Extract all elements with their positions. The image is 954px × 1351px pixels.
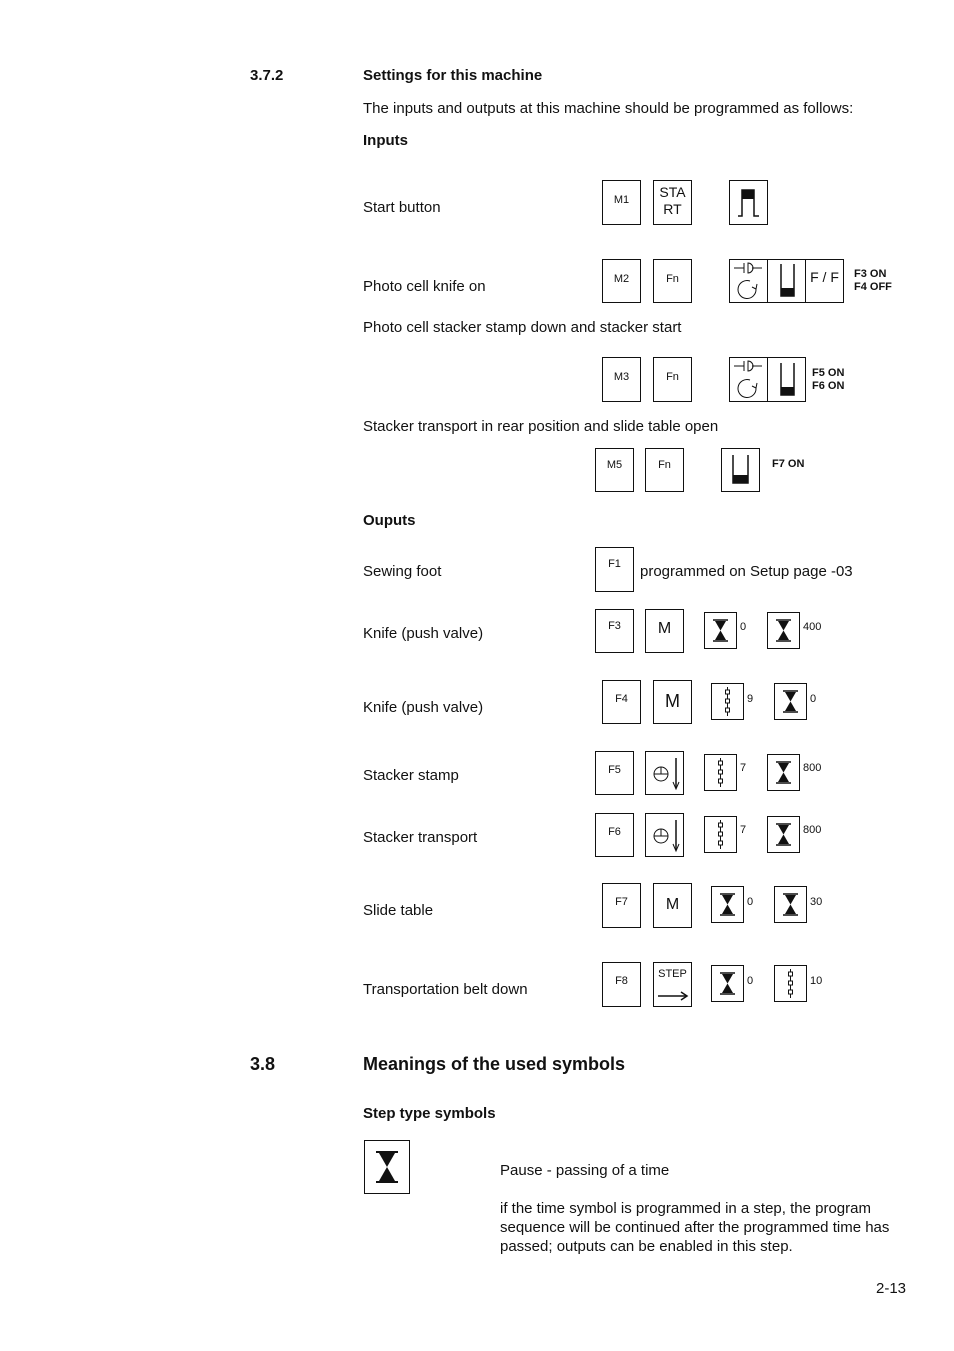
hourglass-icon: [767, 816, 800, 853]
f6-value1: 7: [740, 824, 747, 836]
stitch-count-icon: [774, 965, 807, 1002]
m1-box: [602, 180, 641, 225]
fn-text: Fn: [666, 273, 679, 285]
hourglass-icon: [774, 886, 807, 923]
f8-box: [602, 962, 641, 1007]
f3-box: [595, 609, 634, 653]
f8-value2: 10: [810, 975, 823, 987]
f4-text: F4: [615, 693, 628, 705]
f1-text: F1: [608, 558, 621, 570]
hourglass-icon: [774, 683, 807, 720]
pause-description: if the time symbol is programmed in a step, the program sequence will be continued after the programmed time has passed; outputs can be enabled in this step.: [500, 1200, 890, 1255]
belt-down-label: Transportation belt down: [363, 981, 528, 998]
m5-text: M5: [606, 459, 623, 471]
f5-text: F5: [608, 764, 621, 776]
stitch-count-icon: [704, 754, 737, 791]
section-title: Meanings of the used symbols: [363, 1054, 626, 1074]
fn-box: [645, 448, 684, 492]
f6-value2: 800: [803, 824, 822, 836]
start-button-label: Start button: [363, 199, 441, 216]
m2-box: [602, 259, 641, 303]
pulse-signal-icon: [729, 180, 768, 225]
m5-box: [595, 448, 634, 492]
slide-table-label: Slide table: [363, 902, 434, 919]
fn-text: Fn: [666, 371, 679, 383]
f8-value1: 0: [747, 975, 754, 987]
photo-knife-label: Photo cell knife on: [363, 278, 486, 295]
f3-on-note: F3 ON: [854, 268, 887, 280]
f5-value1: 7: [740, 762, 747, 774]
stacker-stamp-label: Stacker stamp: [363, 767, 459, 784]
f8-text: F8: [615, 975, 628, 987]
f6-on-note: F6 ON: [812, 380, 845, 392]
step-text: STEP: [658, 968, 687, 980]
m2-text: M2: [613, 273, 630, 285]
hourglass-icon: [711, 965, 744, 1002]
f3-value1: 0: [740, 621, 747, 633]
f3-text: F3: [608, 620, 621, 632]
f6-text: F6: [608, 826, 621, 838]
f6-box: [595, 813, 634, 857]
f4-value1: 9: [747, 693, 754, 705]
step-box: [653, 962, 692, 1007]
f7-box: [602, 883, 641, 928]
section-number: 3.8: [250, 1054, 276, 1074]
f7-value2: 30: [810, 896, 823, 908]
f7-on-note: F7 ON: [772, 458, 805, 470]
knife-f3-label: Knife (push valve): [363, 625, 484, 642]
intro-text: The inputs and outputs at this machine should be programmed as follows:: [363, 100, 854, 117]
stack-level-icon: [767, 259, 806, 303]
outputs-heading: Ouputs: [363, 512, 416, 529]
ff-text: F / F: [810, 269, 839, 285]
sewing-foot-label: Sewing foot: [363, 563, 442, 580]
f3-value2: 400: [803, 621, 822, 633]
arrow-right-icon: [654, 989, 691, 1003]
stacker-transport-label: Stacker transport: [363, 829, 478, 846]
f4-off-note: F4 OFF: [854, 281, 892, 293]
start-text-line2: RT: [663, 201, 682, 217]
knife-f4-label: Knife (push valve): [363, 699, 484, 716]
page-number: 2-13: [876, 1280, 907, 1297]
hourglass-icon: [364, 1140, 410, 1194]
f1-box: [595, 547, 634, 592]
ff-box: [805, 259, 844, 303]
start-text-line1: STA: [659, 184, 686, 200]
f7-text: F7: [615, 896, 628, 908]
f4-value2: 0: [810, 693, 817, 705]
f7-value1: 0: [747, 896, 754, 908]
sewing-foot-note: programmed on Setup page -03: [640, 563, 853, 580]
hourglass-icon: [767, 754, 800, 791]
start-box: [653, 180, 692, 225]
stitch-count-icon: [711, 683, 744, 720]
hourglass-icon: [704, 612, 737, 649]
manual-box: [653, 680, 692, 724]
f5-on-note: F5 ON: [812, 367, 845, 379]
hourglass-icon: [711, 886, 744, 923]
f5-value2: 800: [803, 762, 822, 774]
cylinder-down-icon: [645, 751, 684, 795]
photocell-icon: [729, 357, 768, 402]
inputs-heading: Inputs: [363, 132, 408, 149]
fn-text: Fn: [658, 459, 671, 471]
stacker-rear-label: Stacker transport in rear position and slide table open: [363, 418, 719, 435]
pause-title: Pause - passing of a time: [500, 1162, 670, 1179]
stack-level-icon: [721, 448, 760, 492]
manual-box: [645, 609, 684, 653]
photocell-icon: [729, 259, 768, 303]
step-type-heading: Step type symbols: [363, 1105, 496, 1122]
cylinder-down-icon: [645, 813, 684, 857]
f5-box: [595, 751, 634, 795]
m-text: M: [657, 620, 672, 637]
manual-box: [653, 883, 692, 928]
section-title: Settings for this machine: [363, 67, 543, 84]
m3-box: [602, 357, 641, 402]
photo-stacker-label: Photo cell stacker stamp down and stacker start: [363, 319, 682, 336]
fn-box: [653, 357, 692, 402]
fn-box: [653, 259, 692, 303]
stack-level-icon: [767, 357, 806, 402]
stitch-count-icon: [704, 816, 737, 853]
f4-box: [602, 680, 641, 724]
hourglass-icon: [767, 612, 800, 649]
section-number: 3.7.2: [250, 67, 284, 84]
m-text: M: [665, 691, 680, 711]
m1-text: M1: [613, 194, 630, 206]
m-text: M: [665, 896, 680, 913]
m3-text: M3: [613, 371, 630, 383]
